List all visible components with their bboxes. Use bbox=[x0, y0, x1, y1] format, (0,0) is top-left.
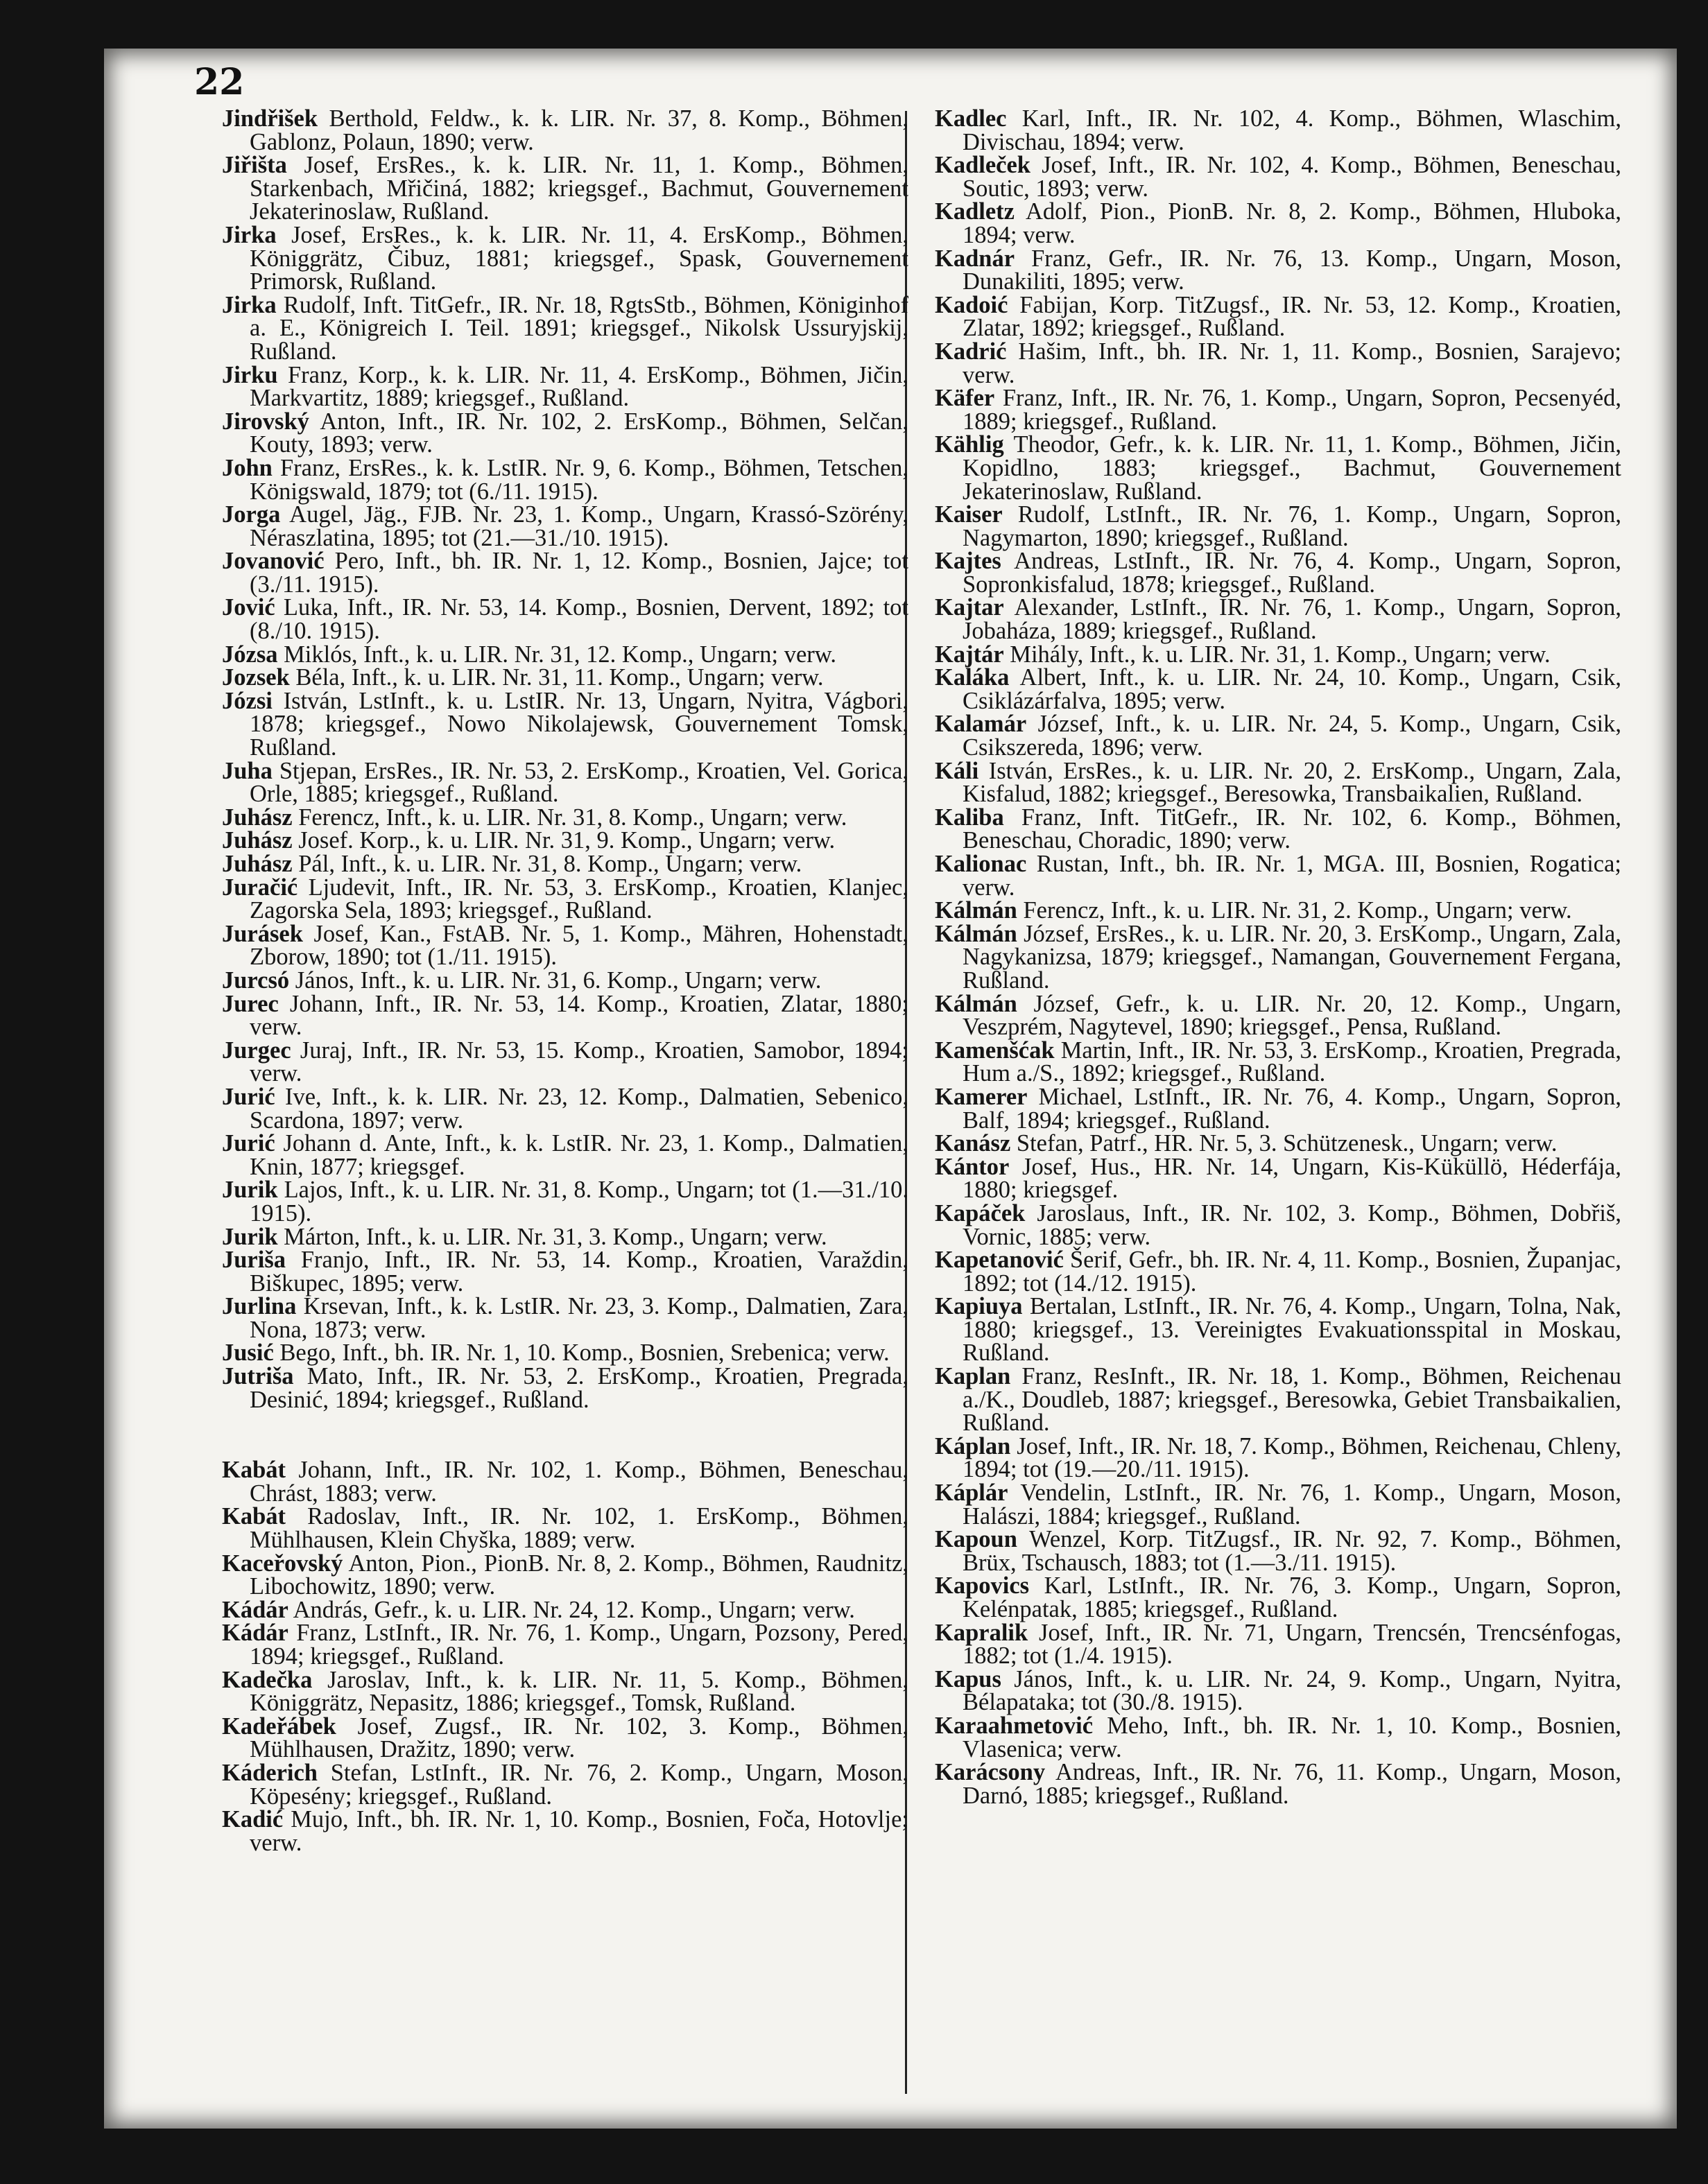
entry-surname: Kabát bbox=[222, 1457, 286, 1484]
entry-surname: Jirka bbox=[222, 291, 277, 318]
entry-details: Pál, Inft., k. u. LIR. Nr. 31, 8. Komp., Ungarn; verw. bbox=[298, 851, 802, 877]
list-entry bbox=[935, 107, 1621, 154]
list-entry bbox=[222, 876, 908, 923]
list-entry bbox=[222, 1596, 908, 1623]
list-entry bbox=[935, 899, 1621, 923]
entry-details: Josef, Kan., FstAB. Nr. 5, 1. Komp., Mähren, Hohenstadt, Zborow, 1890; tot (1./11. 1915). bbox=[250, 920, 909, 971]
entry-details: József, Gefr., k. u. LIR. Nr. 20, 12. Komp., Ungarn, Veszprém, Nagytevel, 1890; kriegsgef., Pensa, Rußland. bbox=[963, 990, 1622, 1041]
entry-surname: Jurić bbox=[222, 1130, 275, 1157]
entry-surname: Kadić bbox=[222, 1806, 284, 1833]
list-entry bbox=[935, 1665, 1622, 1716]
entry-details: Ferencz, Inft., k. u. LIR. Nr. 31, 2. Komp., Ungarn; verw. bbox=[1023, 897, 1572, 924]
list-entry bbox=[222, 666, 908, 690]
entry-details: Fabijan, Korp. TitZugsf., IR. Nr. 53, 12. Komp., Kroatien, Zlatar, 1892; kriegsgef., Rußland. bbox=[963, 291, 1622, 342]
entry-surname: Jirovský bbox=[222, 408, 309, 435]
entry-surname: Kadečka bbox=[222, 1666, 313, 1693]
entry-details: István, LstInft., k. u. LstIR. Nr. 13, Ungarn, Nyitra, Vágbori, 1878; kriegsgef., Nowo Nikolajewsk, Gouvernement Tomsk, Rußland. bbox=[250, 687, 908, 761]
entry-surname: Kaplan bbox=[935, 1363, 1011, 1390]
entry-surname: Jurlina bbox=[222, 1293, 297, 1320]
list-entry bbox=[935, 1712, 1622, 1762]
entry-surname: Kaceřovský bbox=[222, 1550, 343, 1577]
entry-details: Adolf, Pion., PionB. Nr. 8, 2. Komp., Böhmen, Hluboka, 1894; verw. bbox=[963, 198, 1621, 248]
entry-details: Vendelin, LstInft., IR. Nr. 76, 1. Komp., Ungarn, Moson, Halászi, 1884; kriegsgef., Rußland. bbox=[963, 1480, 1621, 1529]
entry-details: Franz, Inft., IR. Nr. 76, 1. Komp., Ungarn, Sopron, Pecsenyéd, 1889; kriegsgef., Rußland. bbox=[963, 385, 1622, 435]
entry-details: Stjepan, ErsRes., IR. Nr. 53, 2. ErsKomp., Kroatien, Vel. Gorica, Orle, 1885; kriegsgef., Rußland. bbox=[250, 757, 909, 808]
entry-surname: Józsi bbox=[222, 687, 273, 714]
list-entry bbox=[935, 990, 1622, 1041]
entry-details: Johann d. Ante, Inft., k. k. LstIR. Nr. 23, 1. Komp., Dalmatien, Knin, 1877; kriegsgef. bbox=[250, 1130, 909, 1180]
list-entry bbox=[935, 713, 1621, 759]
entry-surname: Kapus bbox=[935, 1665, 1001, 1692]
list-entry bbox=[935, 1083, 1622, 1134]
entry-details: Ferencz, Inft., k. u. LIR. Nr. 31, 8. Komp., Ungarn; verw. bbox=[298, 804, 847, 831]
list-entry bbox=[222, 361, 909, 412]
entry-details: Anton, Inft., IR. Nr. 102, 2. ErsKomp., Böhmen, Selčan, Kouty, 1893; verw. bbox=[250, 408, 908, 458]
entry-details: Luka, Inft., IR. Nr. 53, 14. Komp., Bosnien, Dervent, 1892; tot (8./10. 1915). bbox=[250, 594, 909, 645]
entry-details: Augel, Jäg., FJB. Nr. 23, 1. Komp., Ungarn, Krassó-Szörény, Néraszlatina, 1895; tot (21.—31./10. 1915). bbox=[250, 501, 908, 551]
entry-surname: Kamerer bbox=[935, 1083, 1028, 1110]
list-entry bbox=[935, 1761, 1621, 1808]
entry-details: Anton, Pion., PionB. Nr. 8, 2. Komp., Böhmen, Raudnitz, Libochowitz, 1890; verw. bbox=[250, 1550, 908, 1600]
list-entry bbox=[222, 643, 908, 667]
entry-details: Franjo, Inft., IR. Nr. 53, 14. Komp., Kroatien, Varaždin, Biškupec, 1895; verw. bbox=[250, 1247, 908, 1297]
entry-surname: Juriša bbox=[222, 1247, 286, 1274]
entry-details: Bertalan, LstInft., IR. Nr. 76, 4. Komp., Ungarn, Tolna, Nak, 1880; kriegsgef., 13. Vereinigtes Evakuationsspital in Moskau, Rußland. bbox=[963, 1293, 1622, 1367]
section-gap bbox=[222, 1412, 908, 1459]
list-entry bbox=[935, 1132, 1621, 1156]
list-entry bbox=[935, 806, 1621, 853]
entry-surname: Kapiuya bbox=[935, 1293, 1023, 1320]
list-entry bbox=[935, 387, 1621, 433]
list-entry bbox=[222, 829, 908, 853]
entry-surname: Juhász bbox=[222, 851, 293, 877]
entry-details: Šerif, Gefr., bh. IR. Nr. 4, 11. Komp., Bosnien, Županjac, 1892; tot (14./12. 1915). bbox=[963, 1247, 1621, 1297]
entry-details: Stefan, LstInft., IR. Nr. 76, 2. Komp., Ungarn, Moson, Köpesény; kriegsgef., Rußland. bbox=[250, 1759, 909, 1810]
list-entry bbox=[935, 596, 1621, 643]
entry-details: Karl, LstInft., IR. Nr. 76, 3. Komp., Ungarn, Sopron, Kelénpatak, 1885; kriegsgef., Rußland. bbox=[963, 1572, 1622, 1622]
entry-surname: Kamenšćak bbox=[935, 1037, 1055, 1064]
entry-details: Theodor, Gefr., k. k. LIR. Nr. 11, 1. Komp., Böhmen, Jičin, Kopidlno, 1883; kriegsgef., Bachmut, Gouvernement Jekaterinoslaw, Rußland. bbox=[963, 431, 1621, 505]
list-entry bbox=[222, 969, 908, 993]
entry-surname: Kapoun bbox=[935, 1526, 1017, 1553]
entry-details: Juraj, Inft., IR. Nr. 53, 15. Komp., Kroatien, Samobor, 1894; verw. bbox=[250, 1037, 908, 1087]
entry-details: Josef, Inft., IR. Nr. 71, Ungarn, Trencsén, Trencsénfogas, 1882; tot (1./4. 1915). bbox=[963, 1619, 1622, 1670]
entry-details: Ive, Inft., k. k. LIR. Nr. 23, 12. Komp., Dalmatien, Sebenico, Scardona, 1897; verw. bbox=[250, 1083, 909, 1134]
entry-details: Josef, Zugsf., IR. Nr. 102, 3. Komp., Böhmen, Mühlhausen, Dražitz, 1890; verw. bbox=[250, 1713, 908, 1763]
list-entry bbox=[935, 1199, 1621, 1250]
entry-details: András, Gefr., k. u. LIR. Nr. 24, 12. Komp., Ungarn; verw. bbox=[293, 1596, 855, 1623]
entry-details: Josef, Inft., IR. Nr. 18, 7. Komp., Böhmen, Reichenau, Chleny, 1894; tot (19.—20./11. 1915). bbox=[963, 1432, 1621, 1483]
list-entry bbox=[935, 1153, 1621, 1204]
entry-surname: Jirku bbox=[222, 361, 278, 388]
entry-surname: Kalionac bbox=[935, 851, 1027, 877]
entry-details: Mujo, Inft., bh. IR. Nr. 1, 10. Komp., Bosnien, Foča, Hotovlje; verw. bbox=[250, 1806, 909, 1856]
list-entry bbox=[935, 154, 1621, 200]
entry-details: János, Inft., k. u. LIR. Nr. 24, 9. Komp., Ungarn, Nyitra, Bélapataka; tot (30./8. 1915). bbox=[963, 1665, 1622, 1716]
list-entry bbox=[935, 1572, 1622, 1622]
entry-details: Pero, Inft., bh. IR. Nr. 1, 12. Komp., Bosnien, Jajce; tot (3./11. 1915). bbox=[250, 548, 909, 598]
entry-surname: Kapetanović bbox=[935, 1247, 1064, 1274]
entry-details: István, ErsRes., k. u. LIR. Nr. 20, 2. ErsKomp., Ungarn, Zala, Kisfalud, 1882; kriegsgef., Beresowka, Transbaikalien, Rußland. bbox=[963, 757, 1621, 808]
entry-surname: Kadletz bbox=[935, 198, 1015, 225]
entry-surname: Jović bbox=[222, 594, 275, 621]
entry-details: József, Inft., k. u. LIR. Nr. 24, 5. Komp., Ungarn, Csik, Csikszereda, 1896; verw. bbox=[963, 711, 1621, 761]
entry-details: Franz, ErsRes., k. k. LstIR. Nr. 9, 6. Komp., Böhmen, Tetschen, Königswald, 1879; tot (6./11. 1915). bbox=[250, 454, 909, 505]
entry-surname: Kajtár bbox=[935, 641, 1004, 668]
entry-surname: Jozsek bbox=[222, 664, 290, 691]
entry-details: Josef, Hus., HR. Nr. 14, Ungarn, Kis-Küküllö, Héderfája, 1880; kriegsgef. bbox=[963, 1153, 1621, 1204]
entry-surname: Kaiser bbox=[935, 501, 1003, 528]
entry-details: Andreas, LstInft., IR. Nr. 76, 4. Komp., Ungarn, Sopron, Sopronkisfalud, 1878; kriegsgef., Rußland. bbox=[963, 548, 1621, 598]
list-entry bbox=[222, 107, 908, 154]
entry-details: Karl, Inft., IR. Nr. 102, 4. Komp., Böhmen, Wlaschim, Divischau, 1894; verw. bbox=[963, 105, 1621, 155]
entry-details: Márton, Inft., k. u. LIR. Nr. 31, 3. Komp., Ungarn; verw. bbox=[284, 1223, 827, 1250]
entry-surname: Kalamár bbox=[935, 711, 1027, 738]
list-entry bbox=[935, 1295, 1621, 1365]
entry-details: Radoslav, Inft., IR. Nr. 102, 1. ErsKomp., Böhmen, Mühlhausen, Klein Chyška, 1889; verw. bbox=[250, 1503, 908, 1554]
page-number: 22 bbox=[194, 61, 245, 103]
entry-surname: Kanász bbox=[935, 1130, 1011, 1157]
list-entry bbox=[222, 1039, 908, 1086]
list-entry bbox=[935, 1482, 1621, 1528]
entry-surname: Kálmán bbox=[935, 920, 1017, 947]
entry-surname: Karaahmetović bbox=[935, 1712, 1094, 1739]
list-entry bbox=[935, 340, 1621, 387]
entry-details: Stefan, Patrf., HR. Nr. 5, 3. Schützenesk., Ungarn; verw. bbox=[1016, 1130, 1558, 1157]
entry-details: Alexander, LstInft., IR. Nr. 76, 1. Komp., Ungarn, Sopron, Jobaháza, 1889; kriegsgef., Rußland. bbox=[963, 594, 1621, 645]
entry-details: János, Inft., k. u. LIR. Nr. 31, 6. Komp., Ungarn; verw. bbox=[295, 967, 822, 994]
entry-surname: Kadleček bbox=[935, 152, 1030, 179]
list-entry bbox=[935, 757, 1621, 808]
list-entry bbox=[222, 503, 908, 550]
entry-surname: Kálmán bbox=[935, 897, 1017, 924]
list-entry bbox=[935, 245, 1622, 295]
entry-details: Jaroslaus, Inft., IR. Nr. 102, 3. Komp., Böhmen, Dobřiš, Vornic, 1885; verw. bbox=[963, 1199, 1621, 1250]
entry-surname: Jusić bbox=[222, 1340, 274, 1367]
list-entry bbox=[222, 1223, 908, 1250]
list-entry bbox=[935, 1619, 1622, 1670]
entry-details: Hašim, Inft., bh. IR. Nr. 1, 11. Komp., Bosnien, Sarajevo; verw. bbox=[963, 338, 1622, 388]
entry-details: Franz, Korp., k. k. LIR. Nr. 11, 4. ErsKomp., Böhmen, Jičin, Markvartitz, 1889; kriegsgef., Rußland. bbox=[250, 361, 909, 412]
list-entry bbox=[935, 853, 1621, 899]
list-entry bbox=[222, 1249, 908, 1295]
entry-surname: Kaláka bbox=[935, 664, 1010, 691]
entry-details: Wenzel, Korp. TitZugsf., IR. Nr. 92, 7. Komp., Böhmen, Brüx, Tschausch, 1883; tot (1.—3./11. 1915). bbox=[963, 1526, 1621, 1576]
list-entry bbox=[222, 1083, 909, 1134]
entry-surname: Kapáček bbox=[935, 1199, 1026, 1227]
list-entry bbox=[935, 503, 1621, 550]
list-entry bbox=[222, 1365, 908, 1412]
entry-surname: Kapralik bbox=[935, 1619, 1028, 1646]
list-entry bbox=[935, 200, 1621, 247]
entry-surname: Jiřišta bbox=[222, 152, 287, 179]
entry-surname: Jurik bbox=[222, 1223, 278, 1250]
entry-surname: John bbox=[222, 454, 273, 481]
entry-details: Josef, ErsRes., k. k. LIR. Nr. 11, 1. Komp., Böhmen, Starkenbach, Mřičiná, 1882; kriegsgef., Bachmut, Gouvernement Jekaterinoslaw, Rußland. bbox=[250, 152, 908, 225]
entry-surname: Kádár bbox=[222, 1596, 288, 1623]
entry-details: Franz, Gefr., IR. Nr. 76, 13. Komp., Ungarn, Moson, Dunakiliti, 1895; verw. bbox=[963, 245, 1622, 295]
entry-surname: Kadoić bbox=[935, 291, 1008, 318]
entry-surname: Jurik bbox=[222, 1177, 278, 1204]
entry-surname: Kántor bbox=[935, 1153, 1010, 1180]
entry-surname: Juhász bbox=[222, 827, 293, 854]
list-entry bbox=[222, 1666, 909, 1717]
entry-details: Berthold, Feldw., k. k. LIR. Nr. 37, 8. Komp., Böhmen, Gablonz, Polaun, 1890; verw. bbox=[250, 105, 908, 155]
entry-surname: Kajtes bbox=[935, 548, 1001, 575]
list-entry bbox=[222, 1622, 908, 1668]
entry-details: Martin, Inft., IR. Nr. 53, 3. ErsKomp., Kroatien, Pregrada, Hum a./S., 1892; kriegsgef., Rußland. bbox=[963, 1037, 1621, 1087]
list-entry bbox=[222, 687, 908, 761]
list-entry bbox=[222, 1505, 908, 1552]
entry-details: Josef, Inft., IR. Nr. 102, 4. Komp., Böhmen, Beneschau, Soutic, 1893; verw. bbox=[963, 152, 1621, 202]
entry-surname: Jurásek bbox=[222, 920, 303, 947]
entry-details: Franz, Inft. TitGefr., IR. Nr. 102, 6. Komp., Böhmen, Beneschau, Choradic, 1890; verw. bbox=[963, 804, 1622, 854]
entry-details: Krsevan, Inft., k. k. LstIR. Nr. 23, 3. Komp., Dalmatien, Zara, Nona, 1873; verw. bbox=[250, 1293, 908, 1343]
list-entry bbox=[935, 1365, 1621, 1435]
entry-surname: Káli bbox=[935, 757, 979, 784]
list-entry bbox=[222, 550, 908, 596]
entry-surname: Káderich bbox=[222, 1759, 318, 1786]
entry-surname: Käfer bbox=[935, 385, 995, 412]
right-column bbox=[935, 107, 1621, 1808]
list-entry bbox=[935, 550, 1621, 596]
list-entry bbox=[222, 1552, 908, 1599]
entry-details: Franz, ResInft., IR. Nr. 18, 1. Komp., Böhmen, Reichenau a./K., Doudleb, 1887; kriegsgef., Beresowka, Gebiet Transbaikalien, Rußland. bbox=[963, 1363, 1621, 1437]
list-entry bbox=[935, 433, 1621, 503]
entry-details: Meho, Inft., bh. IR. Nr. 1, 10. Komp., Bosnien, Vlasenica; verw. bbox=[963, 1712, 1622, 1762]
list-entry bbox=[935, 291, 1622, 342]
entry-surname: Káplan bbox=[935, 1432, 1011, 1459]
list-entry bbox=[222, 154, 908, 224]
entry-details: Rustan, Inft., bh. IR. Nr. 1, MGA. III, Bosnien, Rogatica; verw. bbox=[963, 851, 1621, 901]
entry-surname: Jutriša bbox=[222, 1363, 294, 1390]
entry-details: Johann, Inft., IR. Nr. 53, 14. Komp., Kroatien, Zlatar, 1880; verw. bbox=[250, 990, 908, 1041]
entry-surname: Kadnár bbox=[935, 245, 1015, 272]
entry-details: Mato, Inft., IR. Nr. 53, 2. ErsKomp., Kroatien, Pregrada, Desinić, 1894; kriegsgef., Rußland. bbox=[250, 1363, 908, 1413]
list-entry bbox=[935, 643, 1621, 667]
list-entry bbox=[222, 853, 908, 876]
list-entry bbox=[935, 666, 1621, 713]
list-entry bbox=[935, 1528, 1621, 1575]
entry-surname: Kabát bbox=[222, 1503, 286, 1530]
list-entry bbox=[222, 757, 909, 808]
entry-details: Albert, Inft., k. u. LIR. Nr. 24, 10. Komp., Ungarn, Csik, Csiklázárfalva, 1895; verw. bbox=[963, 664, 1621, 714]
entry-surname: Kählig bbox=[935, 431, 1004, 458]
entry-surname: Káplár bbox=[935, 1480, 1008, 1507]
entry-surname: Kádár bbox=[222, 1620, 288, 1647]
list-entry bbox=[222, 1342, 908, 1365]
entry-details: Rudolf, LstInft., IR. Nr. 76, 1. Komp., Ungarn, Sopron, Nagymarton, 1890; kriegsgef., Rußland. bbox=[963, 501, 1621, 551]
list-entry bbox=[222, 1295, 908, 1342]
entry-surname: Jindřišek bbox=[222, 105, 318, 132]
list-entry bbox=[222, 1759, 909, 1810]
document-page bbox=[104, 49, 1677, 2129]
entry-surname: Kaliba bbox=[935, 804, 1004, 831]
entry-surname: Kajtar bbox=[935, 594, 1004, 621]
list-entry bbox=[222, 920, 909, 971]
entry-surname: Juha bbox=[222, 757, 273, 784]
list-entry bbox=[935, 1432, 1621, 1483]
entry-details: Michael, LstInft., IR. Nr. 76, 4. Komp., Ungarn, Sopron, Balf, 1894; kriegsgef., Rußland. bbox=[963, 1083, 1622, 1134]
list-entry bbox=[935, 920, 1621, 994]
entry-details: Miklós, Inft., k. u. LIR. Nr. 31, 12. Komp., Ungarn; verw. bbox=[284, 641, 837, 668]
entry-details: Mihály, Inft., k. u. LIR. Nr. 31, 1. Komp., Ungarn; verw. bbox=[1010, 641, 1551, 668]
list-entry bbox=[222, 291, 909, 365]
entry-surname: Jorga bbox=[222, 501, 281, 528]
entry-surname: Kadlec bbox=[935, 105, 1007, 132]
entry-surname: Jurgec bbox=[222, 1037, 291, 1064]
entry-surname: Kadeřábek bbox=[222, 1713, 336, 1740]
entry-surname: Kapovics bbox=[935, 1572, 1030, 1600]
entry-surname: Józsa bbox=[222, 641, 278, 668]
entry-details: József, ErsRes., k. u. LIR. Nr. 20, 3. ErsKomp., Ungarn, Zala, Nagykanizsa, 1879; kriegsgef., Namangan, Gouvernement Fergana, Rußland. bbox=[963, 920, 1621, 994]
entry-details: Josef. Korp., k. u. LIR. Nr. 31, 9. Komp., Ungarn; verw. bbox=[298, 827, 836, 854]
entry-details: Jaroslav, Inft., k. k. LIR. Nr. 11, 5. Komp., Böhmen, Königgrätz, Nepasitz, 1886; kriegsgef., Tomsk, Rußland. bbox=[250, 1666, 909, 1717]
list-entry bbox=[935, 1039, 1621, 1086]
entry-surname: Kadrić bbox=[935, 338, 1007, 365]
entry-surname: Juračić bbox=[222, 874, 298, 901]
list-entry bbox=[222, 1179, 908, 1225]
entry-details: Béla, Inft., k. u. LIR. Nr. 31, 11. Komp., Ungarn; verw. bbox=[295, 664, 824, 691]
entry-details: Lajos, Inft., k. u. LIR. Nr. 31, 8. Komp., Ungarn; tot (1.—31./10. 1915). bbox=[250, 1177, 908, 1227]
entry-surname: Jirka bbox=[222, 221, 277, 248]
entry-surname: Jurcsó bbox=[222, 967, 290, 994]
list-entry bbox=[222, 1808, 908, 1855]
list-entry bbox=[222, 1459, 908, 1505]
entry-surname: Juhász bbox=[222, 804, 293, 831]
entry-details: Andreas, Inft., IR. Nr. 76, 11. Komp., Ungarn, Moson, Darnó, 1885; kriegsgef., Rußland. bbox=[963, 1759, 1621, 1809]
entry-details: Bego, Inft., bh. IR. Nr. 1, 10. Komp., Bosnien, Srebenica; verw. bbox=[279, 1340, 890, 1367]
entry-surname: Karácsony bbox=[935, 1759, 1046, 1786]
left-column bbox=[222, 107, 908, 1855]
entry-surname: Jurić bbox=[222, 1083, 275, 1110]
list-entry bbox=[222, 990, 908, 1041]
list-entry bbox=[222, 410, 908, 457]
list-entry bbox=[222, 1132, 908, 1179]
entry-details: Johann, Inft., IR. Nr. 102, 1. Komp., Böhmen, Beneschau, Chrást, 1883; verw. bbox=[250, 1457, 908, 1507]
entry-details: Ljudevit, Inft., IR. Nr. 53, 3. ErsKomp., Kroatien, Klanjec, Zagorska Sela, 1893; kriegsgef., Rußland. bbox=[250, 874, 908, 924]
list-entry bbox=[222, 806, 908, 830]
list-entry bbox=[935, 1249, 1621, 1295]
entry-details: Franz, LstInft., IR. Nr. 76, 1. Komp., Ungarn, Pozsony, Pered, 1894; kriegsgef., Rußland. bbox=[250, 1620, 908, 1670]
entry-surname: Jovanović bbox=[222, 548, 325, 575]
entry-details: Josef, ErsRes., k. k. LIR. Nr. 11, 4. ErsKomp., Böhmen, Königgrätz, Čibuz, 1881; kriegsgef., Spask, Gouvernement Primorsk, Rußland. bbox=[250, 221, 908, 295]
list-entry bbox=[222, 454, 909, 505]
entry-details: Rudolf, Inft. TitGefr., IR. Nr. 18, RgtsStb., Böhmen, Königinhof a. E., Königreich I. Teil. 1891; kriegsgef., Nikolsk Ussuryjskij, Rußland. bbox=[250, 291, 909, 365]
list-entry bbox=[222, 221, 908, 295]
entry-surname: Kálmán bbox=[935, 990, 1017, 1017]
entry-surname: Jurec bbox=[222, 990, 279, 1017]
list-entry bbox=[222, 1715, 908, 1762]
list-entry bbox=[222, 596, 908, 643]
